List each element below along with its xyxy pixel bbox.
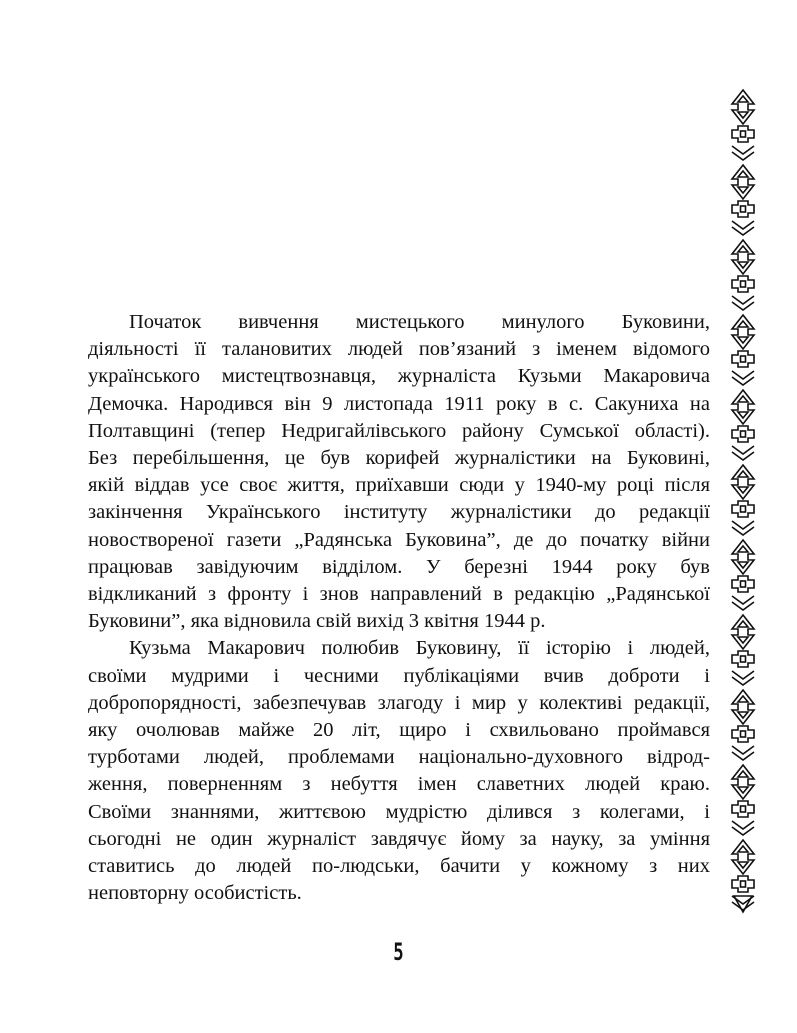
text-line: турботами людей, проблемами національно-духовного відрод- [88,746,710,769]
text-line: працював завідуючим відділом. У березні 1944 року був [88,555,710,578]
text-line: новоствореної газети „Радянська Буковина”, де до початку війни [88,528,710,551]
text-line: українського мистецтвознавця, журналіста Кузьми Макаровича [88,365,710,388]
body-text [88,309,710,907]
text-line: діяльності її талановитих людей пов’язаний з іменем відомого [88,338,710,361]
text-line: ження, поверненням з небуття імен славетних людей краю. [88,773,710,796]
text-line: ставитись до людей по-людськи, бачити у кожному з них [88,855,710,878]
paragraph-2 [88,635,710,907]
paragraph-1 [88,309,710,635]
text-line: Полтавщині (тепер Недригайлівського району Сумської області). [88,419,710,442]
folk-ornament-border-icon [726,88,760,914]
text-line: Своїми знаннями, життєвою мудрістю ділився з колегами, і [88,800,710,823]
text-line: добропорядності, забезпечував злагоду і мир у колективі редакції, [88,691,710,714]
text-line: якій віддав усе своє життя, приїхавши сюди у 1940-му році після [88,474,710,497]
text-line: неповторну особистість. [88,882,302,905]
text-line: відкликаний з фронту і знов направлений в редакцію „Радянської [88,583,710,606]
text-line: яку очолював майже 20 літ, щиро і схвильовано проймався [88,719,710,742]
text-line: Початок вивчення мистецького минулого Буковини, [129,311,710,333]
text-line: сьогодні не один журналіст завдячує йому за науку, за уміння [88,827,710,850]
page-number: 5 [393,938,404,966]
text-line: Кузьма Макарович полюбив Буковину, її історію і людей, [129,637,710,660]
text-line: Демочка. Народився він 9 листопада 1911 року в с. Сакуниха на [88,392,710,415]
text-line: Буковини”, яка відновила свій вихід 3 квітня 1944 р. [88,610,546,633]
text-line: закінчення Українського інституту журналістики до редакції [88,501,710,524]
text-line: Без перебільшення, це був корифей журналістики на Буковині, [88,447,710,470]
text-line: своїми мудрими і чесними публікаціями вчив доброти і [88,664,710,687]
